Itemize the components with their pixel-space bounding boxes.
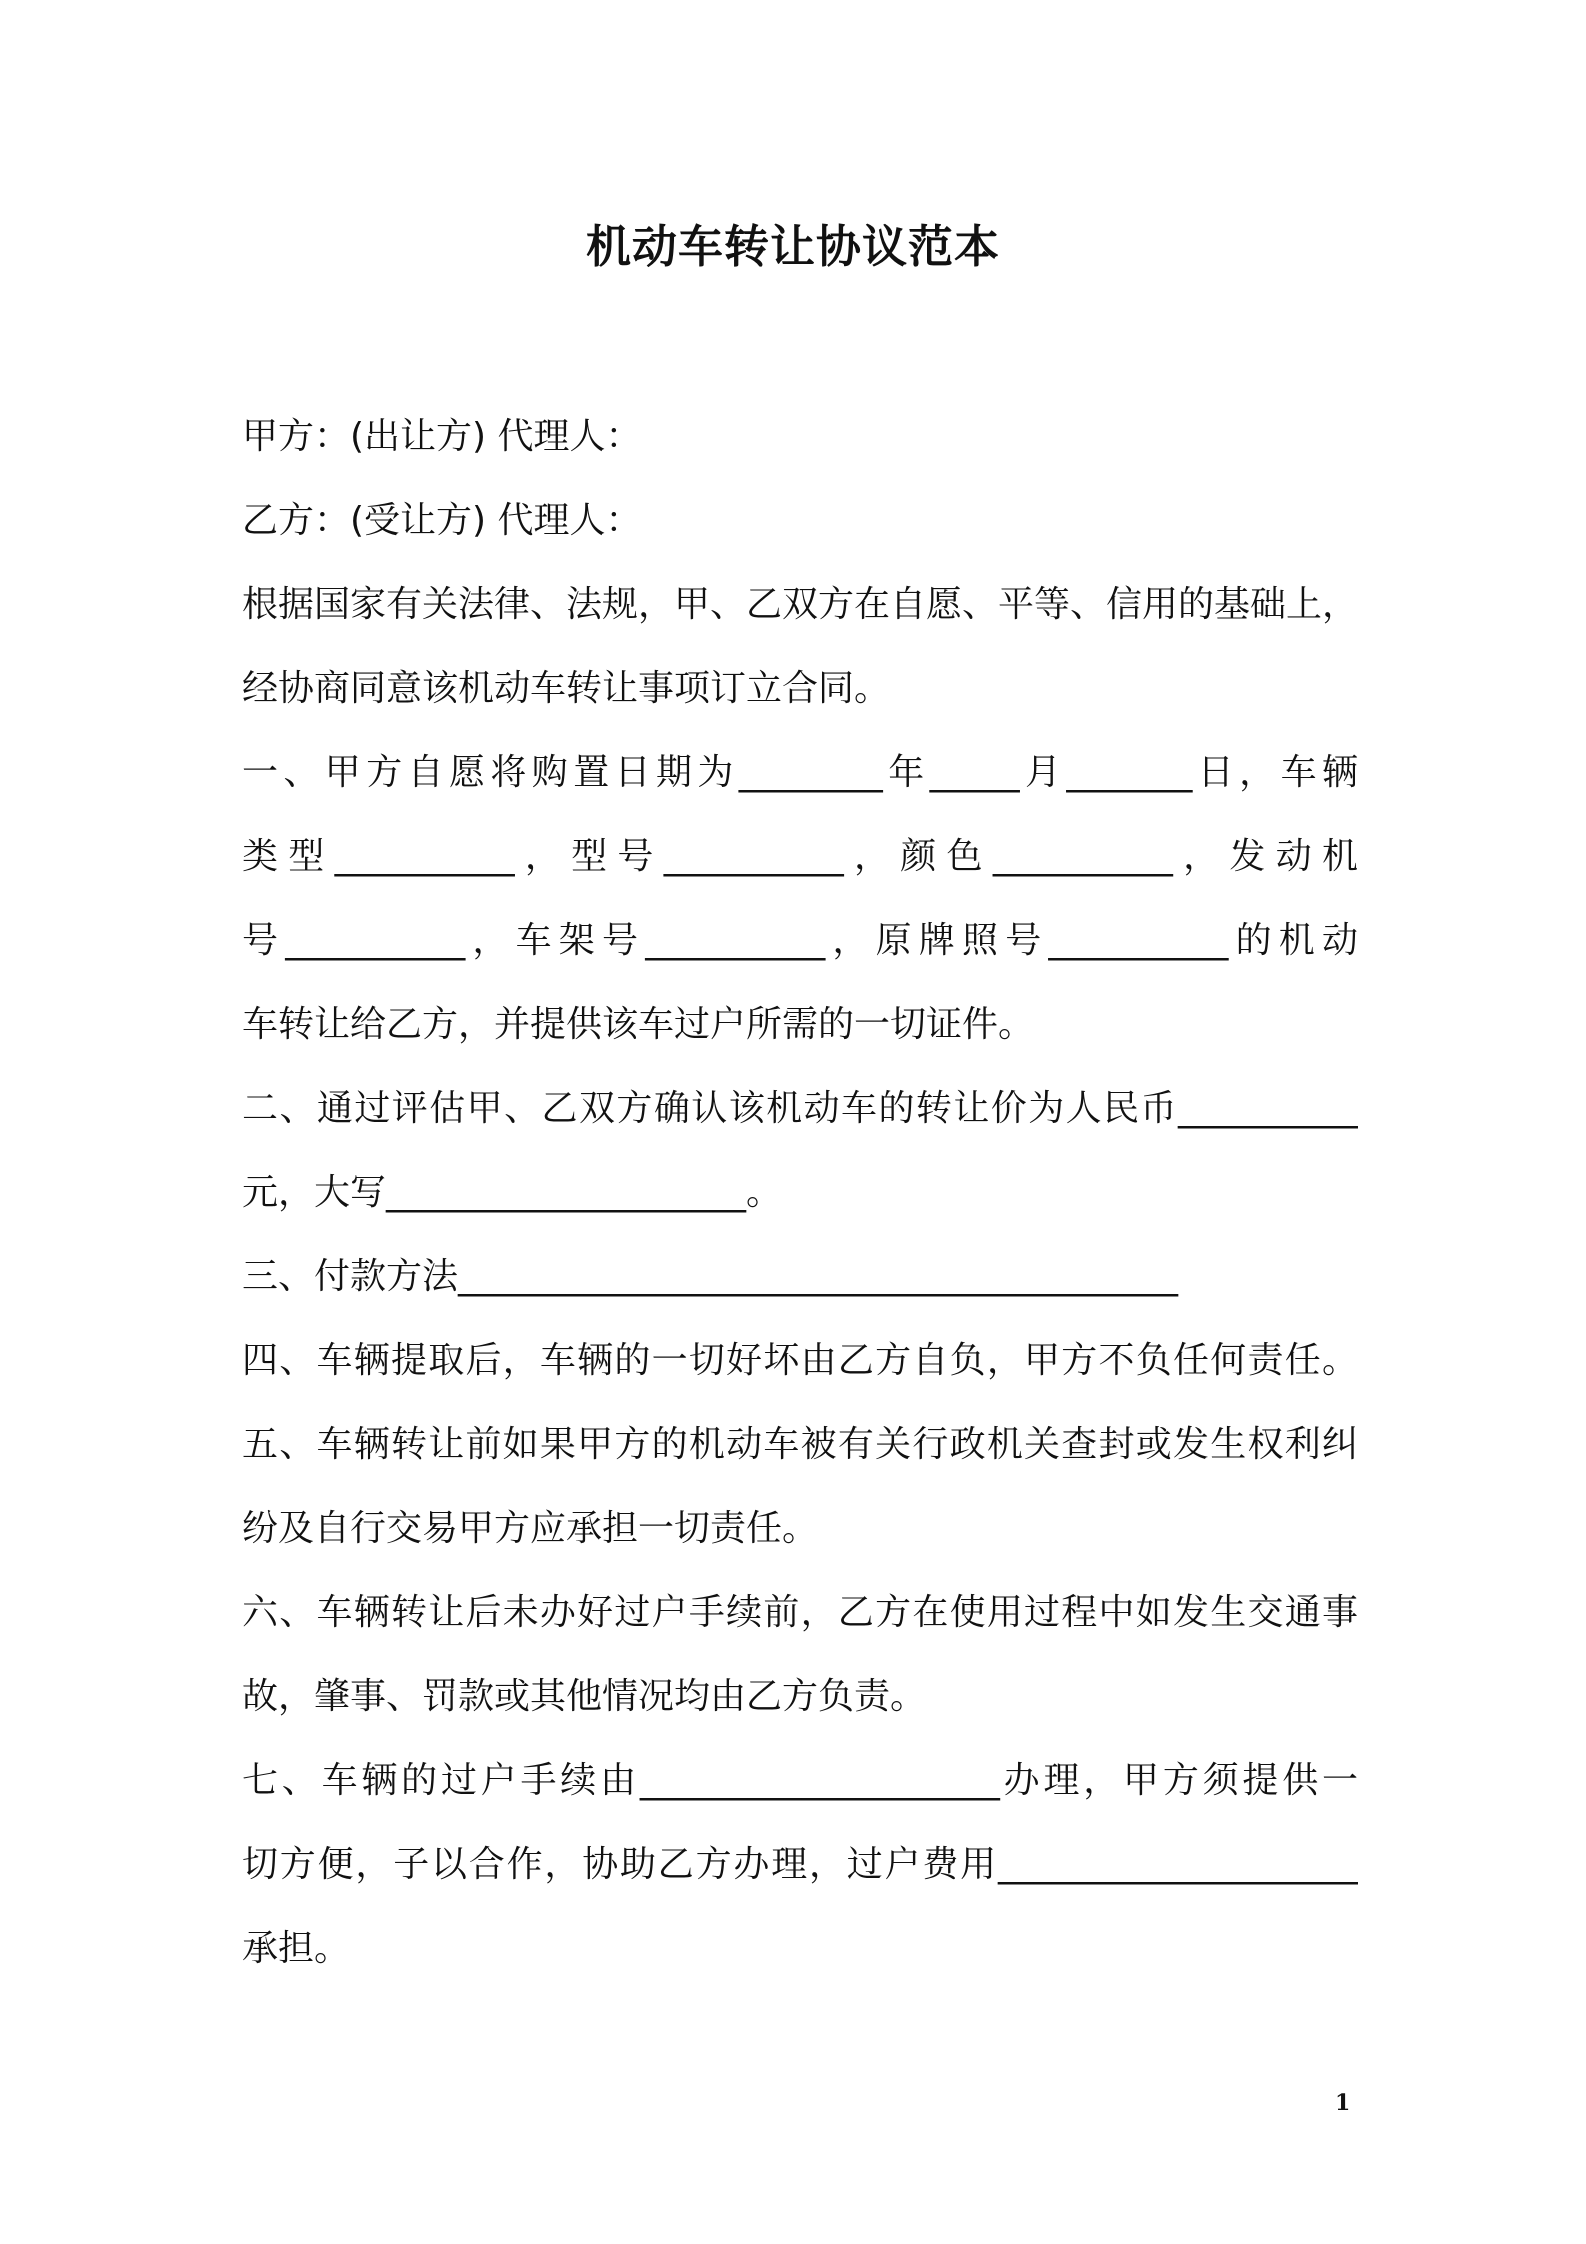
clause-6-line-1: 六、车辆转让后未办好过户手续前，乙方在使用过程中如发生交通事 bbox=[242, 1592, 1358, 1633]
party-a-line: 甲方：(出让方) 代理人： bbox=[242, 416, 642, 457]
preamble-line-2: 经协商同意该机动车转让事项订立合同。 bbox=[242, 668, 891, 709]
clause-2-line-1: 二、通过评估甲、乙双方确认该机动车的转让价为人民币__________ bbox=[242, 1088, 1358, 1129]
clause-5-line-2: 纷及自行交易甲方应承担一切责任。 bbox=[242, 1508, 819, 1549]
clause-7-line-2: 切方便，子以合作，协助乙方办理，过户费用____________________ bbox=[242, 1844, 1358, 1885]
clause-1-line-3: 号__________，车架号__________，原牌照号__________的机动 bbox=[242, 920, 1358, 961]
clause-6-line-2: 故，肇事、罚款或其他情况均由乙方负责。 bbox=[242, 1676, 927, 1717]
clause-3-line: 三、付款方法________________________________________ bbox=[242, 1256, 1179, 1297]
clause-1-line-4: 车转让给乙方，并提供该车过户所需的一切证件。 bbox=[242, 1004, 1035, 1045]
clause-1-line-2: 类型__________，型号__________，颜色__________，发动机 bbox=[242, 836, 1358, 877]
party-b-line: 乙方：(受让方) 代理人： bbox=[242, 500, 642, 541]
clause-5-line-1: 五、车辆转让前如果甲方的机动车被有关行政机关查封或发生权利纠 bbox=[242, 1424, 1358, 1465]
document-title: 机动车转让协议范本 bbox=[585, 220, 1000, 273]
preamble-line-1: 根据国家有关法律、法规，甲、乙双方在自愿、平等、信用的基础上， bbox=[242, 584, 1358, 625]
clause-7-line-3: 承担。 bbox=[242, 1928, 351, 1969]
document-body bbox=[242, 395, 1358, 1991]
clause-1-line-1: 一、甲方自愿将购置日期为________年_____月_______日，车辆 bbox=[242, 752, 1358, 793]
page-number: 1 bbox=[1335, 2090, 1351, 2116]
clause-2-line-2: 元，大写____________________。 bbox=[242, 1172, 783, 1213]
clause-7-line-1: 七、车辆的过户手续由____________________办理，甲方须提供一 bbox=[242, 1760, 1358, 1801]
clause-4-line: 四、车辆提取后，车辆的一切好坏由乙方自负，甲方不负任何责任。 bbox=[242, 1340, 1358, 1381]
